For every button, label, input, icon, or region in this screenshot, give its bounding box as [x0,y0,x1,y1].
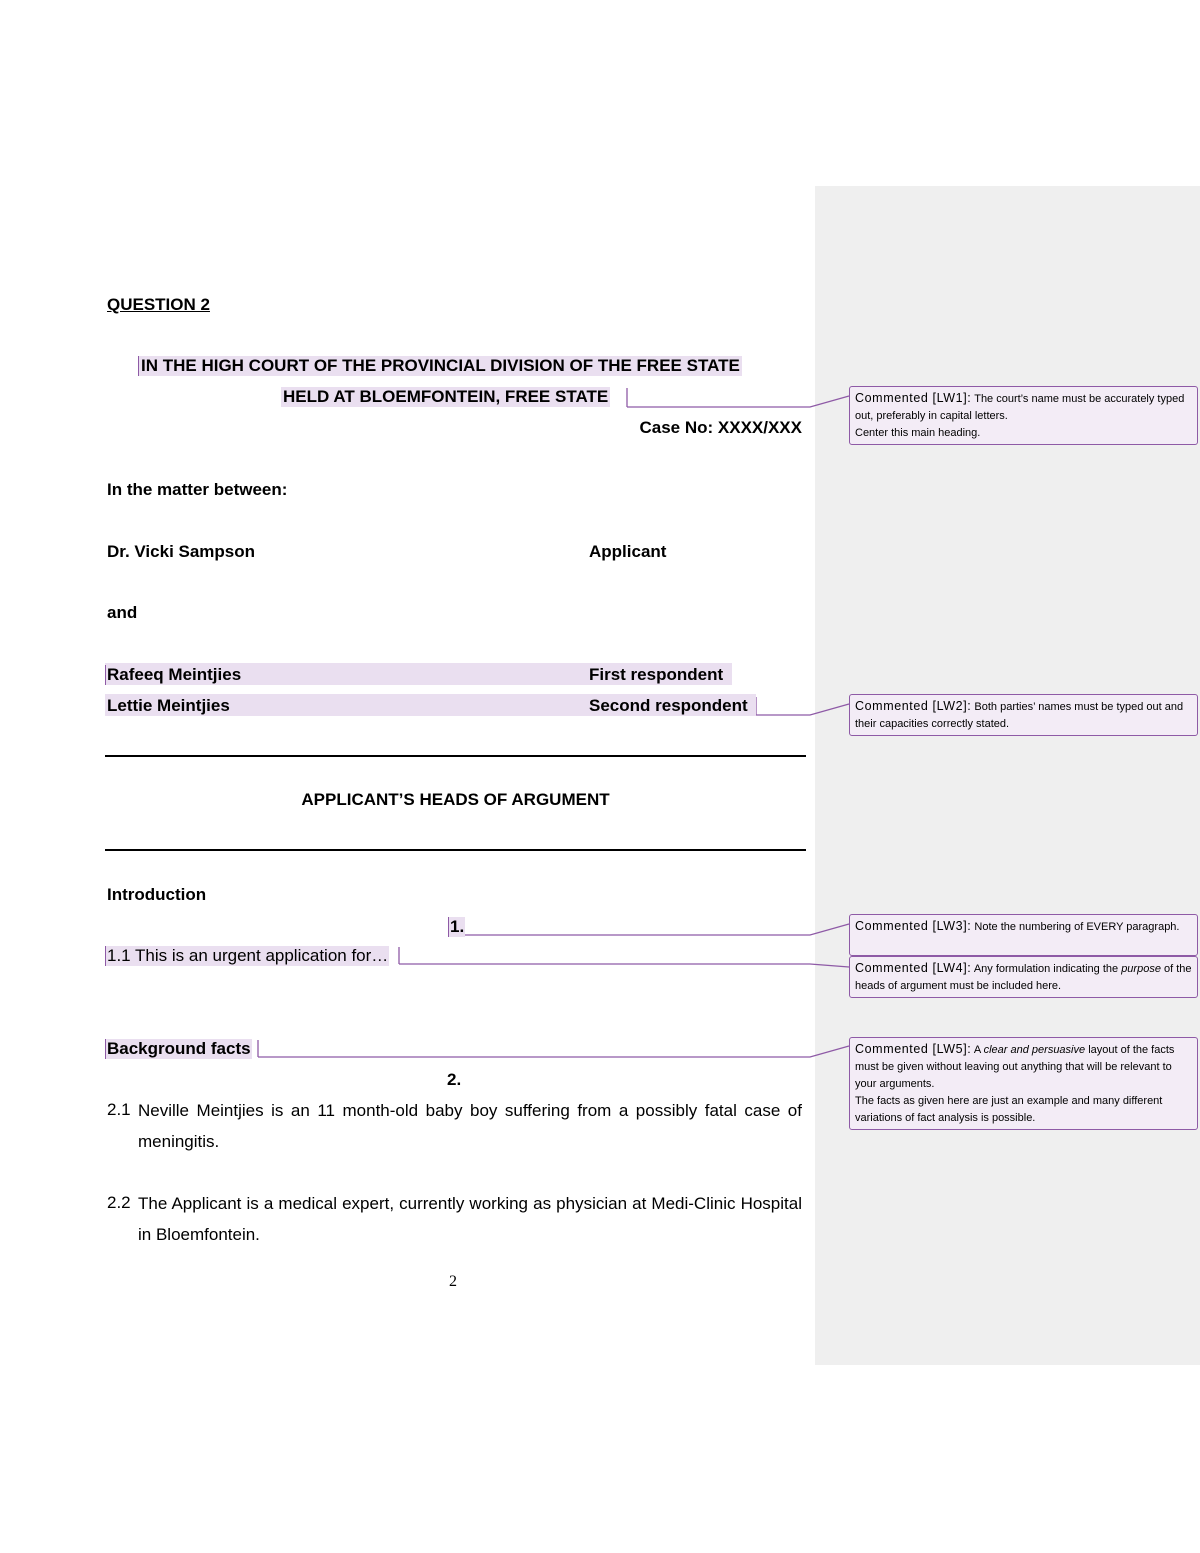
party-first-respondent-role: First respondent [589,665,724,684]
party-second-respondent-role: Second respondent [589,696,748,715]
comment-lw5-text-italic: clear and persuasive [983,1044,1086,1056]
connector-lw3 [461,924,849,935]
connector-lw1 [627,396,849,407]
matter-between: In the matter between: [107,480,288,499]
paragraph-number-1: 1. [450,917,465,936]
connector-lw4 [399,964,849,967]
page-number: 2 [449,1273,457,1290]
comment-lw5[interactable] [849,1037,1198,1130]
party-applicant-role: Applicant [589,542,667,561]
party-second-respondent-name: Lettie Meintjies [107,696,230,715]
court-name-line1: IN THE HIGH COURT OF THE PROVINCIAL DIVISION OF THE FREE STATE [138,356,742,376]
comment-lw2-label: Commented [LW2]: [855,699,972,713]
party-applicant-name: Dr. Vicki Sampson [107,542,256,561]
court-name-line2: HELD AT BLOEMFONTEIN, FREE STATE [283,387,609,406]
party-first-respondent-name: Rafeeq Meintjies [107,665,242,684]
comment-lw1-text2: Center this main heading. [855,427,981,439]
comment-lw1-text: The court’s name must be accurately typed out, preferably in capital letters. [855,393,1185,422]
divider-top [105,755,806,757]
comment-lw3-label: Commented [LW3]: [855,919,972,933]
case-number: Case No: XXXX/XXX [639,418,802,437]
comment-lw5-text-a: A [973,1044,981,1056]
divider-bottom [105,849,806,851]
comment-lw5-text2: The facts as given here are just an example and many different variations of fact analysis is possible. [855,1095,1163,1124]
question-heading: QUESTION 2 [107,295,210,314]
connector-lw5 [258,1046,849,1057]
comment-lw4-label: Commented [LW4]: [855,961,972,975]
paragraph-2-1-number: 2.1 [107,1100,131,1119]
comment-lw2-text: Both parties’ names must be typed out and their capacities correctly stated. [855,701,1184,730]
heads-of-argument-title: APPLICANT’S HEADS OF ARGUMENT [301,790,610,809]
comment-lw1[interactable] [849,386,1198,445]
paragraph-number-2: 2. [447,1070,462,1089]
comment-lw4-text-italic: purpose [1121,963,1161,975]
paragraph-1-1: 1.1 This is an urgent application for… [107,946,389,965]
and-connector: and [107,603,138,622]
introduction-heading: Introduction [107,885,207,904]
comment-lw5-text-b: layout of the facts must be given without leaving out anything that will be relevant to your arguments. [855,1044,1175,1090]
connector-lw2 [756,704,849,715]
comment-lw3-text: Note the numbering of EVERY paragraph. [974,921,1180,933]
background-facts-heading: Background facts [107,1039,251,1058]
paragraph-2-2-number: 2.2 [107,1193,131,1212]
comment-lw5-label: Commented [LW5]: [855,1042,972,1056]
comment-lw2[interactable] [849,694,1198,736]
comment-lw3[interactable] [849,914,1198,956]
paragraph-2-2: The Applicant is a medical expert, currently working as physician at Medi-Clinic Hospital in Bloemfontein. [138,1194,802,1244]
comment-lw4-text-b: of the heads of argument must be included here. [855,963,1192,992]
paragraph-2-1: Neville Meintjies is an 11 month-old baby boy suffering from a possibly fatal case of meningitis. [138,1101,802,1151]
comment-lw1-label: Commented [LW1]: [855,391,972,405]
comment-lw4[interactable] [849,956,1198,998]
comment-lw4-text-a: Any formulation indicating the [973,963,1119,975]
